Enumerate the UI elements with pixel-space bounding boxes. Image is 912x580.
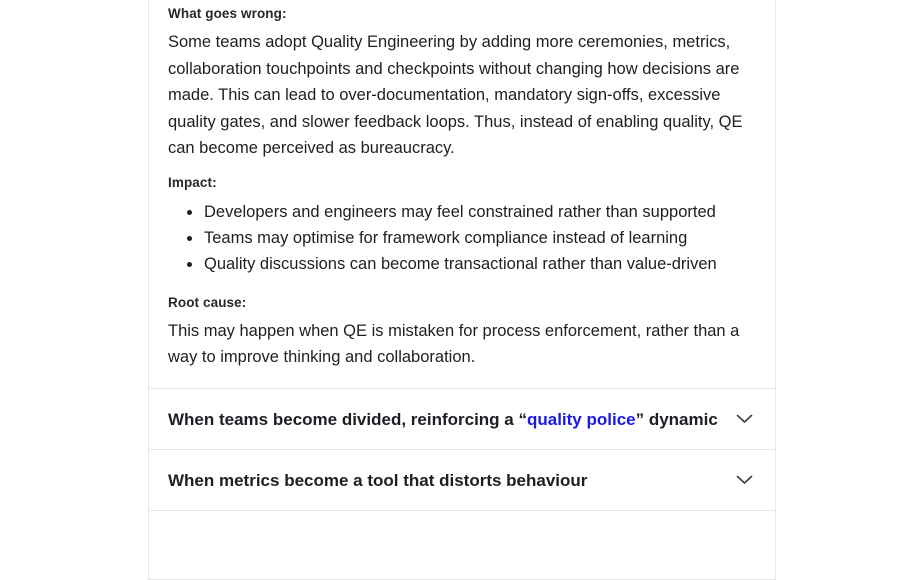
root-cause-label: Root cause: xyxy=(168,294,247,310)
impact-list xyxy=(168,199,756,277)
list-item: • Quality discussions can become transactional rather than value-driven xyxy=(203,251,756,277)
accordion-title-quality-police xyxy=(168,389,718,449)
accordion-title-metrics: When metrics become a tool that distorts behaviour xyxy=(168,470,588,490)
accordion-header-quality-police[interactable] xyxy=(149,389,775,450)
chevron-down-icon[interactable] xyxy=(736,475,753,485)
list-item: • Teams may optimise for framework compliance instead of learning xyxy=(203,225,756,251)
root-cause-text: This may happen when QE is mistaken for process enforcement, rather than a way to improve thinking and collaboration. xyxy=(168,321,740,366)
chevron-down-icon[interactable] xyxy=(736,414,753,424)
accordion-header-metrics[interactable] xyxy=(149,450,775,511)
title-text-prefix: When teams become divided, reinforcing a “ xyxy=(168,409,527,429)
accordion-panel xyxy=(148,0,776,580)
quality-police-link[interactable]: quality police xyxy=(526,409,636,429)
impact-label: Impact: xyxy=(168,174,217,190)
expanded-accordion-content xyxy=(149,0,775,389)
list-item: • Developers and engineers may feel constrained rather than supported xyxy=(203,199,756,225)
title-text-suffix: ” dynamic xyxy=(635,409,718,429)
what-goes-wrong-label: What goes wrong: xyxy=(168,6,287,21)
what-goes-wrong-text: Some teams adopt Quality Engineering by adding more ceremonies, metrics, collaboration touchpoints and checkpoints without changing how decisions are made. This can lead to over-documentation, mandatory sign-offs, excessive quality gates, and slower feedback loops. Thus, instead of enabling quality, QE can become perceived as bureaucracy. xyxy=(168,33,743,157)
